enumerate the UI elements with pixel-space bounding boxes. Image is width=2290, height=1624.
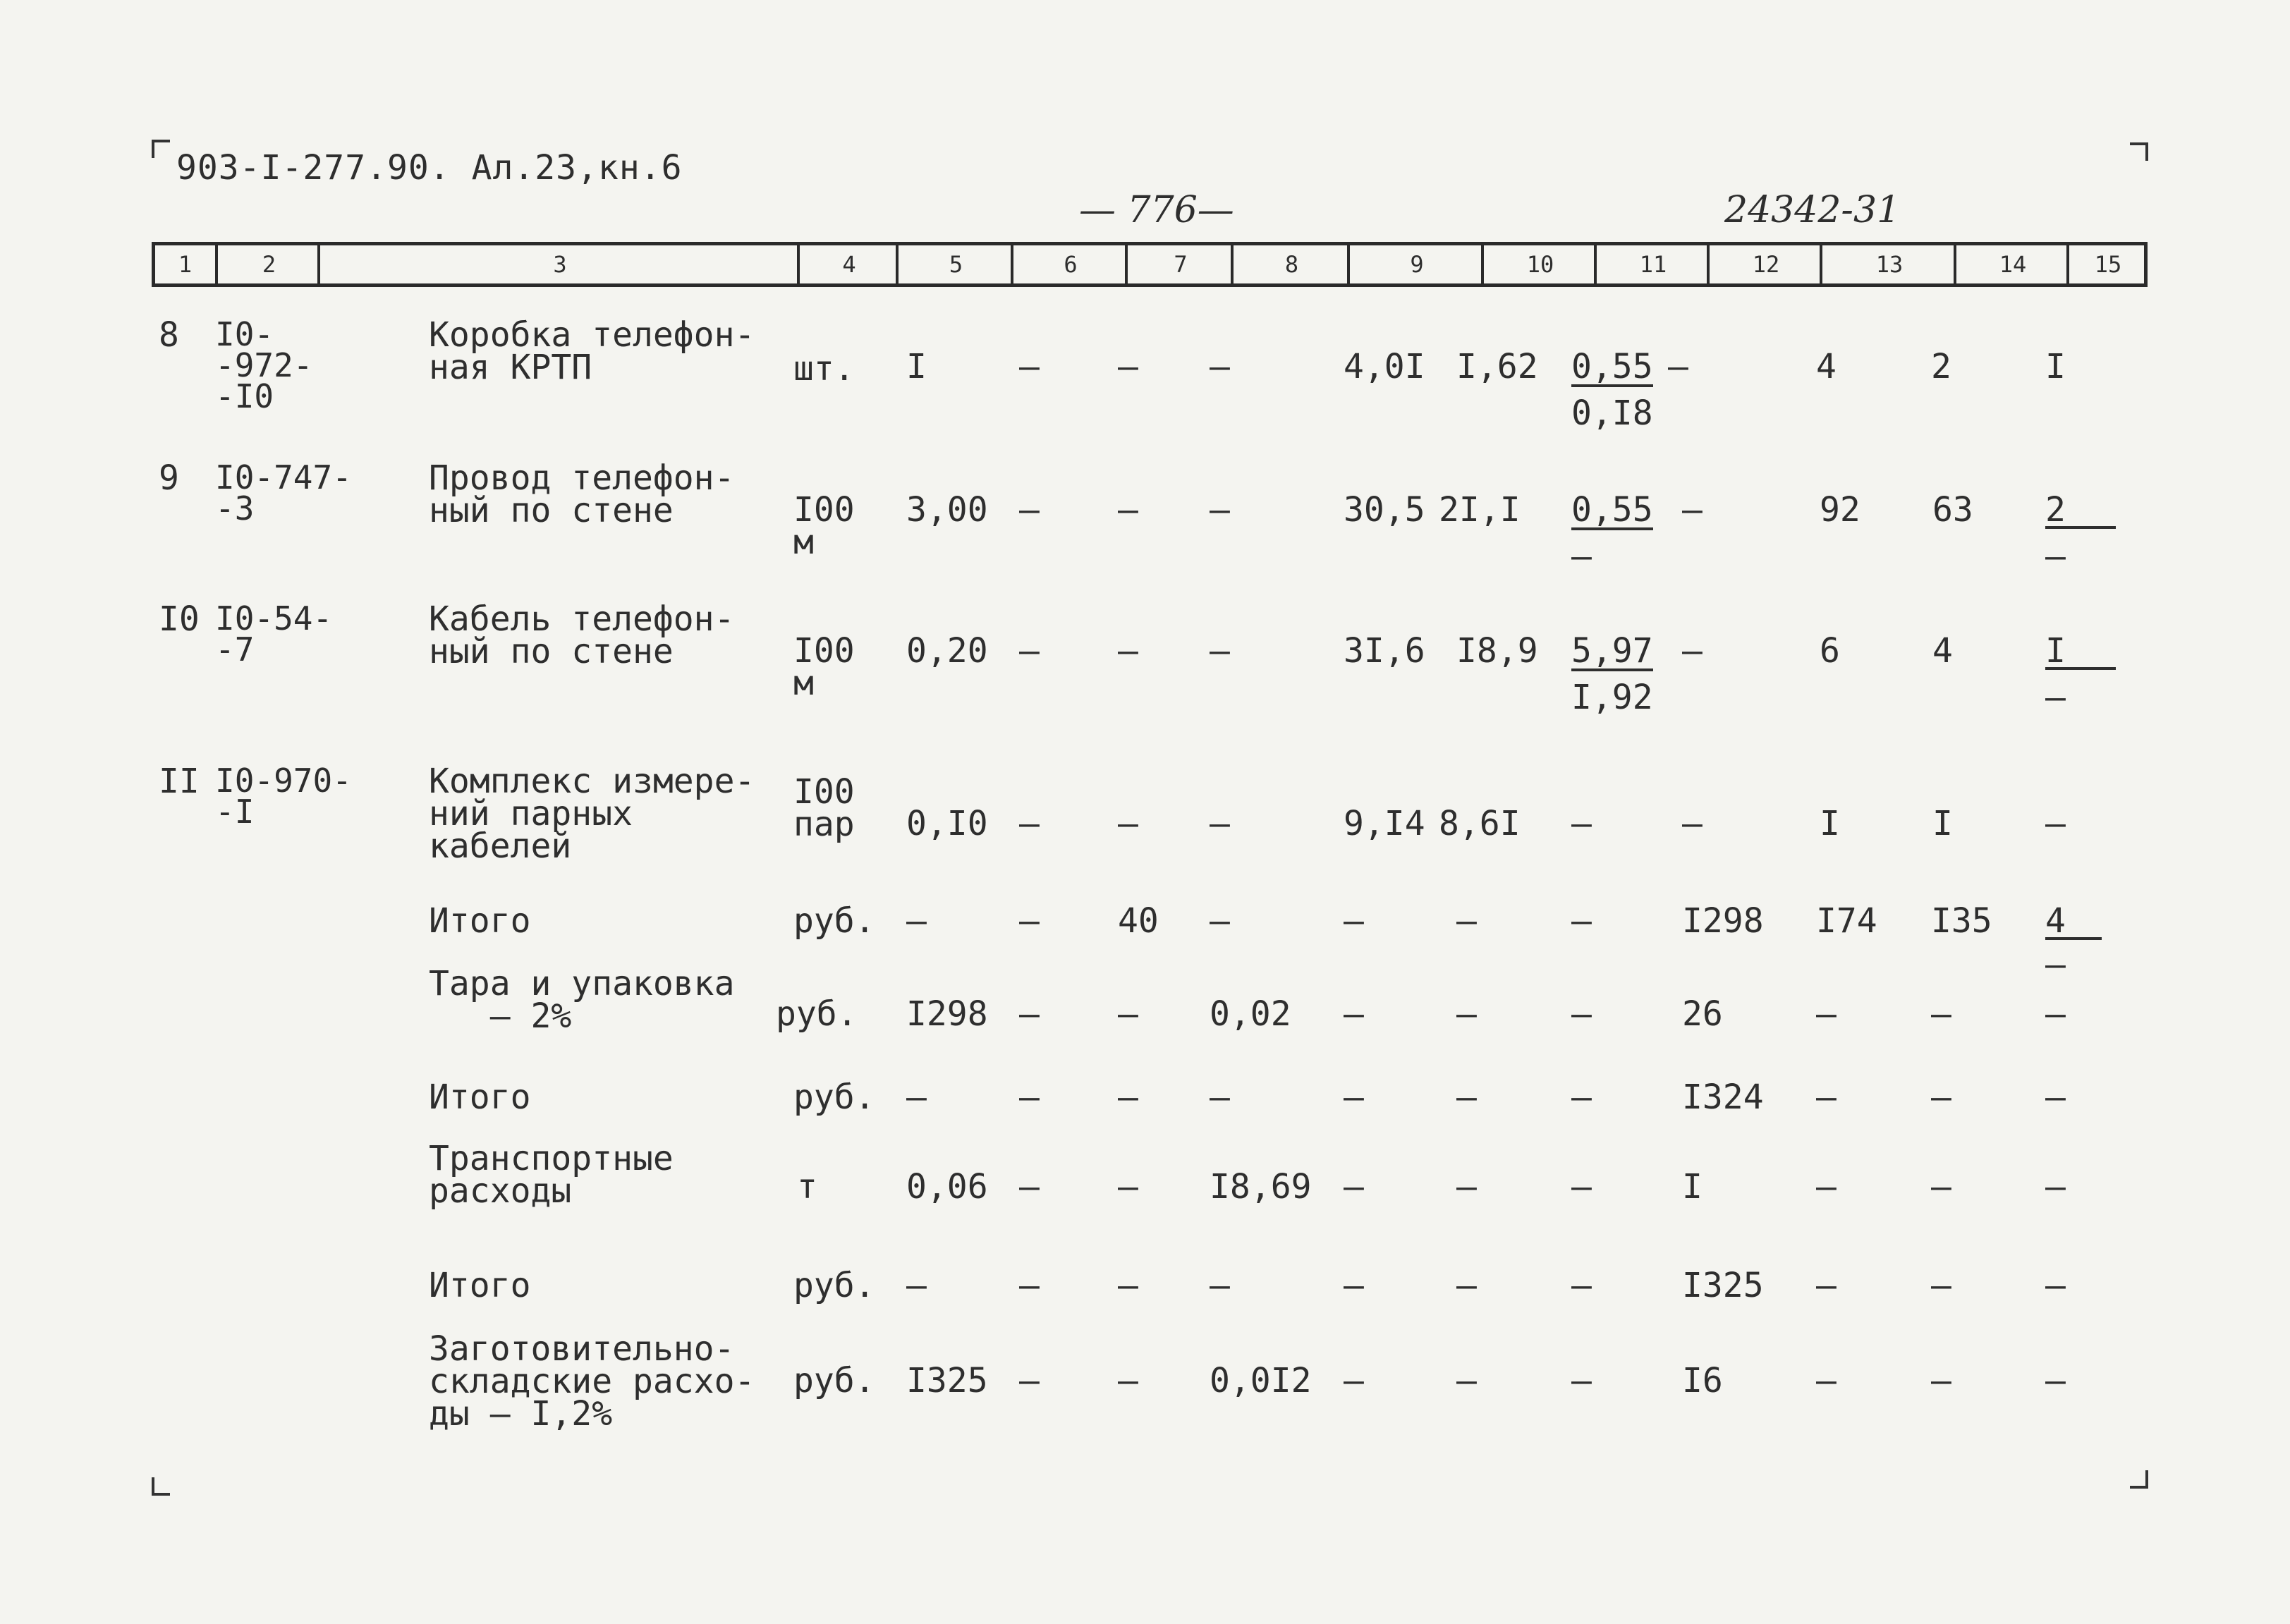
col13-value: I xyxy=(1820,804,1840,843)
item-name: Комплекс измере- ний парных кабелей xyxy=(429,762,755,866)
column-header: 12 xyxy=(1707,245,1822,283)
price-code: I0-54- -7 xyxy=(215,599,333,668)
col11-bottom-value: 0,I8 xyxy=(1571,393,1653,433)
col7-value: – xyxy=(1118,1167,1138,1207)
col13-value: 92 xyxy=(1820,490,1860,530)
col9-value: – xyxy=(1344,1266,1364,1305)
item-name: Заготовительно- складские расхо- ды – I,2% xyxy=(429,1329,755,1434)
column-header: 7 xyxy=(1125,245,1234,283)
col12-value: I325 xyxy=(1682,1266,1764,1305)
col8-value: – xyxy=(1210,1266,1230,1305)
column-header: 8 xyxy=(1231,245,1350,283)
col8-value: – xyxy=(1210,490,1230,530)
unit: I00 м xyxy=(793,490,855,562)
item-name: Кабель телефон- ный по стене xyxy=(429,599,735,671)
col6-value: – xyxy=(1019,1361,1040,1400)
col14-value: – xyxy=(1931,994,1951,1034)
col12-value: I324 xyxy=(1682,1077,1764,1117)
unit: т xyxy=(797,1167,817,1207)
col11-value: – xyxy=(1571,1266,1592,1305)
col7-value: – xyxy=(1118,631,1138,671)
col14-value: I xyxy=(1932,804,1953,843)
col5-value: I xyxy=(906,347,927,386)
unit: руб. xyxy=(793,901,875,941)
col13-value: – xyxy=(1816,1077,1837,1117)
row-number: 8 xyxy=(159,315,179,355)
unit: руб. xyxy=(793,1361,875,1400)
column-number-header xyxy=(152,242,2148,287)
col6-value: – xyxy=(1019,901,1040,941)
col13-value: – xyxy=(1816,1266,1837,1305)
col9-value: – xyxy=(1344,994,1364,1034)
row-number: II xyxy=(159,762,200,801)
col10-value: – xyxy=(1456,1361,1477,1400)
col8-value: I8,69 xyxy=(1210,1167,1312,1207)
col15-value xyxy=(2045,901,2102,941)
col14-value: I35 xyxy=(1931,901,1992,941)
col14-value: – xyxy=(1931,1167,1951,1207)
col5-value: 3,00 xyxy=(906,490,988,530)
col6-value: – xyxy=(1019,347,1040,386)
col12-value: 26 xyxy=(1682,994,1723,1034)
col15-value: – xyxy=(2045,1266,2066,1305)
item-name: Транспортные расходы xyxy=(429,1139,674,1211)
col5-value: 0,06 xyxy=(906,1167,988,1207)
col15-value xyxy=(2045,490,2116,530)
col10-value: – xyxy=(1456,1077,1477,1117)
price-code: I0-747- -3 xyxy=(215,458,352,527)
col6-value: – xyxy=(1019,490,1040,530)
col8-value: 0,0I2 xyxy=(1210,1361,1312,1400)
col9-value: – xyxy=(1344,1167,1364,1207)
document-reference: 903-I-277.90. Ал.23,кн.6 xyxy=(176,148,683,188)
col14-value: – xyxy=(1931,1077,1951,1117)
col15-top-value: 2 xyxy=(2045,494,2116,529)
col12-value: I6 xyxy=(1682,1361,1723,1400)
column-header: 13 xyxy=(1820,245,1956,283)
corner-mark-top-left xyxy=(152,140,170,158)
col11-value: – xyxy=(1571,1361,1592,1400)
column-header: 3 xyxy=(317,245,800,283)
col14-value: – xyxy=(1931,1266,1951,1305)
unit: шт. xyxy=(793,349,855,389)
col6-value: – xyxy=(1019,1266,1040,1305)
col8-value: – xyxy=(1210,347,1230,386)
col10-value: 2I,I xyxy=(1439,490,1521,530)
col15-top-value: 4 xyxy=(2045,905,2102,940)
col11-value: – xyxy=(1571,1077,1592,1117)
page-number: — 776— xyxy=(1079,189,1234,231)
col15-bottom-value: – xyxy=(2045,537,2066,576)
col5-value: 0,20 xyxy=(906,631,988,671)
col11-value: – xyxy=(1571,1167,1592,1207)
col12-value: – xyxy=(1682,631,1703,671)
column-header: 15 xyxy=(2066,245,2147,283)
col11-value: – xyxy=(1571,994,1592,1034)
column-header: 5 xyxy=(896,245,1013,283)
col8-value: 0,02 xyxy=(1210,994,1291,1034)
col13-value: – xyxy=(1816,994,1837,1034)
col8-value: – xyxy=(1210,1077,1230,1117)
col12-value: – xyxy=(1682,804,1703,843)
col9-value: – xyxy=(1344,901,1364,941)
col11-top-value: 5,97 xyxy=(1571,631,1653,671)
col13-value: 6 xyxy=(1820,631,1840,671)
col7-value: – xyxy=(1118,490,1138,530)
col9-value: – xyxy=(1344,1361,1364,1400)
col13-value: – xyxy=(1816,1167,1837,1207)
col13-value: 4 xyxy=(1816,347,1837,386)
col9-value: 4,0I xyxy=(1344,347,1425,386)
col15-value: – xyxy=(2045,1167,2066,1207)
price-code: I0-970- -I xyxy=(215,762,352,831)
col10-value: I,62 xyxy=(1456,347,1538,386)
col15-value: – xyxy=(2045,1361,2066,1400)
unit: руб. xyxy=(776,994,858,1034)
col7-value: – xyxy=(1118,1266,1138,1305)
col8-value: – xyxy=(1210,901,1230,941)
col6-value: – xyxy=(1019,631,1040,671)
col6-value: – xyxy=(1019,1077,1040,1117)
col11-value: – xyxy=(1571,901,1592,941)
col9-value: 3I,6 xyxy=(1344,631,1425,671)
column-header: 11 xyxy=(1594,245,1710,283)
col12-value: I298 xyxy=(1682,901,1764,941)
col9-value: 9,I4 xyxy=(1344,804,1425,843)
archive-number: 24342-31 xyxy=(1724,189,1901,231)
col6-value: – xyxy=(1019,994,1040,1034)
col11-top-value: 0,55 xyxy=(1571,347,1653,386)
col7-value: – xyxy=(1118,1077,1138,1117)
unit: I00 м xyxy=(793,631,855,703)
col15-value: – xyxy=(2045,994,2066,1034)
price-code: I0- -972- -I0 xyxy=(215,315,313,415)
col10-value: – xyxy=(1456,1266,1477,1305)
item-name: Итого xyxy=(429,1266,531,1305)
col11-bottom-value: I,92 xyxy=(1571,678,1653,717)
column-header: 4 xyxy=(797,245,899,283)
col8-value: – xyxy=(1210,804,1230,843)
row-number: I0 xyxy=(159,599,200,639)
col5-value: – xyxy=(906,901,927,941)
col13-value: I74 xyxy=(1816,901,1877,941)
col9-value: 30,5 xyxy=(1344,490,1425,530)
col10-value: I8,9 xyxy=(1456,631,1538,671)
col12-value: I xyxy=(1682,1167,1703,1207)
col14-value: 2 xyxy=(1931,347,1951,386)
unit: руб. xyxy=(793,1077,875,1117)
col5-value: 0,I0 xyxy=(906,804,988,843)
col6-value: – xyxy=(1019,1167,1040,1207)
col15-bottom-value: – xyxy=(2045,945,2066,984)
col10-value: – xyxy=(1456,994,1477,1034)
col15-value: – xyxy=(2045,1077,2066,1117)
col15-value xyxy=(2045,631,2116,671)
column-header: 10 xyxy=(1481,245,1597,283)
col14-value: 4 xyxy=(1932,631,1953,671)
corner-mark-bottom-right xyxy=(2130,1470,2148,1489)
item-name: Итого xyxy=(429,901,531,941)
corner-mark-bottom-left xyxy=(152,1477,170,1496)
col15-value: – xyxy=(2045,804,2066,843)
unit: руб. xyxy=(793,1266,875,1305)
col5-value: – xyxy=(906,1077,927,1117)
item-name: Коробка телефон- ная КРТП xyxy=(429,315,755,387)
col9-value: – xyxy=(1344,1077,1364,1117)
item-name: Итого xyxy=(429,1077,531,1117)
col10-value: – xyxy=(1456,1167,1477,1207)
col14-value: – xyxy=(1931,1361,1951,1400)
column-header: 9 xyxy=(1347,245,1484,283)
column-header: 6 xyxy=(1011,245,1128,283)
col8-value: – xyxy=(1210,631,1230,671)
col15-value: I xyxy=(2045,347,2066,386)
corner-mark-top-right xyxy=(2130,142,2148,161)
row-number: 9 xyxy=(159,458,179,498)
item-name: Тара и упаковка – 2% xyxy=(429,964,735,1036)
col7-value: – xyxy=(1118,804,1138,843)
col5-value: I298 xyxy=(906,994,988,1034)
col12-value: – xyxy=(1668,347,1688,386)
col5-value: – xyxy=(906,1266,927,1305)
col15-bottom-value: – xyxy=(2045,678,2066,717)
col11-top-value: 0,55 xyxy=(1571,490,1653,530)
col7-value: – xyxy=(1118,347,1138,386)
column-header: 1 xyxy=(178,251,193,278)
col7-value: 40 xyxy=(1118,901,1159,941)
col13-value: – xyxy=(1816,1361,1837,1400)
col7-value: – xyxy=(1118,1361,1138,1400)
col15-top-value: I xyxy=(2045,635,2116,670)
col11-bottom-value: – xyxy=(1571,537,1592,576)
col11-value: – xyxy=(1571,804,1592,843)
column-header: 2 xyxy=(215,245,320,283)
col7-value: – xyxy=(1118,994,1138,1034)
col5-value: I325 xyxy=(906,1361,988,1400)
item-name: Провод телефон- ный по стене xyxy=(429,458,735,530)
column-header: 14 xyxy=(1954,245,2069,283)
col10-value: – xyxy=(1456,901,1477,941)
unit: I00 пар xyxy=(793,772,855,844)
col14-value: 63 xyxy=(1932,490,1973,530)
col10-value: 8,6I xyxy=(1439,804,1521,843)
col6-value: – xyxy=(1019,804,1040,843)
col12-value: – xyxy=(1682,490,1703,530)
